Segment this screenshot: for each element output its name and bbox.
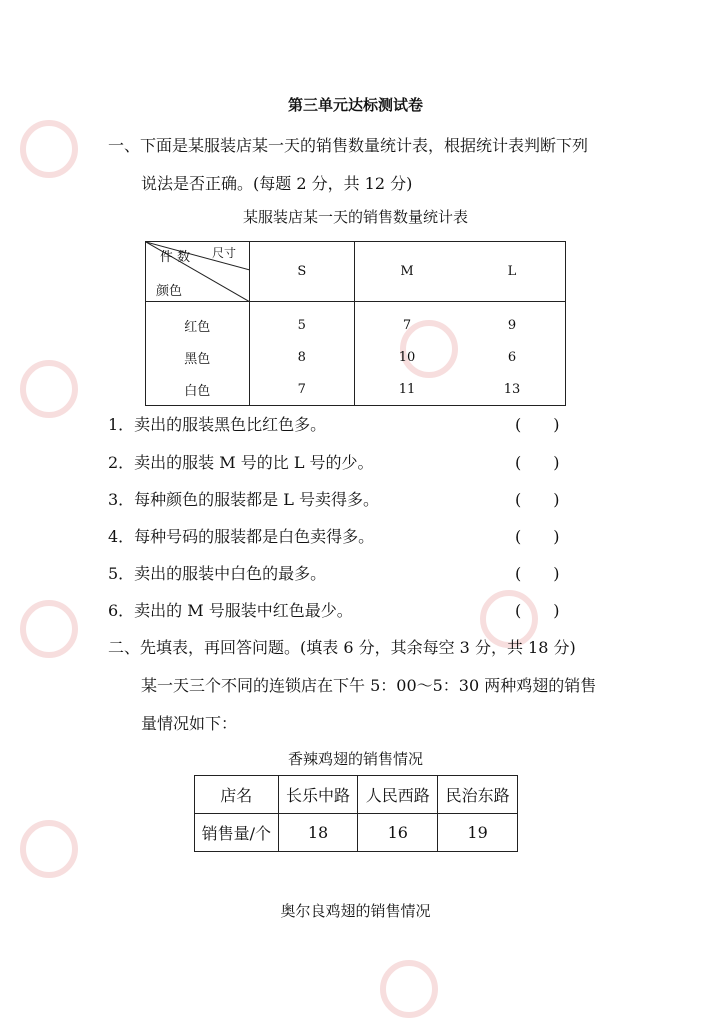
watermark-logo <box>20 600 78 658</box>
q2-instruction-line3: 量情况如下： <box>141 714 238 733</box>
header-cell: 人民西路 <box>358 776 438 814</box>
header-size: 尺寸 <box>212 246 237 260</box>
clothing-sales-table <box>145 241 566 406</box>
header-cell: 店名 <box>195 776 279 814</box>
cell-value: 8 <box>249 341 354 373</box>
answer-blank[interactable]: ( ) <box>515 415 560 434</box>
table-header-row <box>195 776 518 814</box>
spicy-wings-caption: 香辣鸡翅的销售情况 <box>287 750 423 768</box>
size-header: S <box>249 242 354 302</box>
answer-blank[interactable]: ( ) <box>515 601 560 620</box>
table-row <box>146 302 566 342</box>
row-color: 黑色 <box>146 341 250 373</box>
table-row <box>146 373 566 406</box>
answer-blank[interactable]: ( ) <box>515 490 560 509</box>
table-row <box>195 814 518 852</box>
watermark-logo <box>20 120 78 178</box>
q1-instruction-line2: 说法是否正确。(每题 2 分，共 12 分) <box>141 174 413 193</box>
q2-instruction-line1: 二、先填表，再回答问题。(填表 6 分，其余每空 3 分，共 18 分) <box>108 638 576 657</box>
table-header-corner <box>146 242 250 302</box>
orleans-wings-caption: 奥尔良鸡翅的销售情况 <box>280 902 431 920</box>
size-header: M <box>400 264 414 279</box>
statement-1: 1．卖出的服装黑色比红色多。 <box>108 415 327 434</box>
q1-instruction-line1: 一、下面是某服装店某一天的销售数量统计表，根据统计表判断下列 <box>108 136 589 155</box>
answer-blank[interactable]: ( ) <box>515 453 560 472</box>
cell-value: 11 <box>398 381 416 397</box>
statement-4: 4．每种号码的服装都是白色卖得多。 <box>108 527 375 546</box>
cell-value: 5 <box>249 302 354 342</box>
cell-value: 16 <box>358 814 438 852</box>
watermark-logo <box>20 360 78 418</box>
statement-3: 3．每种颜色的服装都是 L 号卖得多。 <box>108 490 379 509</box>
header-cell: 民治东路 <box>438 776 518 814</box>
cell-value: 9 <box>507 318 517 333</box>
page-title: 第三单元达标测试卷 <box>287 96 423 114</box>
answer-blank[interactable]: ( ) <box>515 564 560 583</box>
spicy-wings-table <box>194 775 518 852</box>
statement-5: 5．卖出的服装中白色的最多。 <box>108 564 327 583</box>
header-cell: 长乐中路 <box>278 776 358 814</box>
statement-2: 2．卖出的服装 M 号的比 L 号的少。 <box>108 453 374 472</box>
cell-value: 7 <box>402 318 412 333</box>
q1-table-caption: 某服装店某一天的销售数量统计表 <box>242 208 468 226</box>
cell-value: 19 <box>438 814 518 852</box>
statement-6: 6．卖出的 M 号服装中红色最少。 <box>108 601 353 620</box>
cell-value: 18 <box>278 814 358 852</box>
table-row <box>146 341 566 373</box>
row-label: 销售量/个 <box>195 814 279 852</box>
answer-blank[interactable]: ( ) <box>515 527 560 546</box>
header-count: 件 数 <box>160 250 191 265</box>
cell-value: 7 <box>249 373 354 406</box>
watermark-logo <box>20 820 78 878</box>
size-header: L <box>507 264 517 279</box>
cell-value: 13 <box>503 381 521 397</box>
row-color: 红色 <box>146 302 250 342</box>
row-color: 白色 <box>146 373 250 406</box>
cell-value: 10 <box>398 349 416 365</box>
cell-value: 6 <box>507 349 517 365</box>
watermark-logo <box>380 960 438 1018</box>
q2-instruction-line2: 某一天三个不同的连锁店在下午 5：00～5：30 两种鸡翅的销售 <box>141 676 597 695</box>
header-color: 颜色 <box>156 284 183 299</box>
